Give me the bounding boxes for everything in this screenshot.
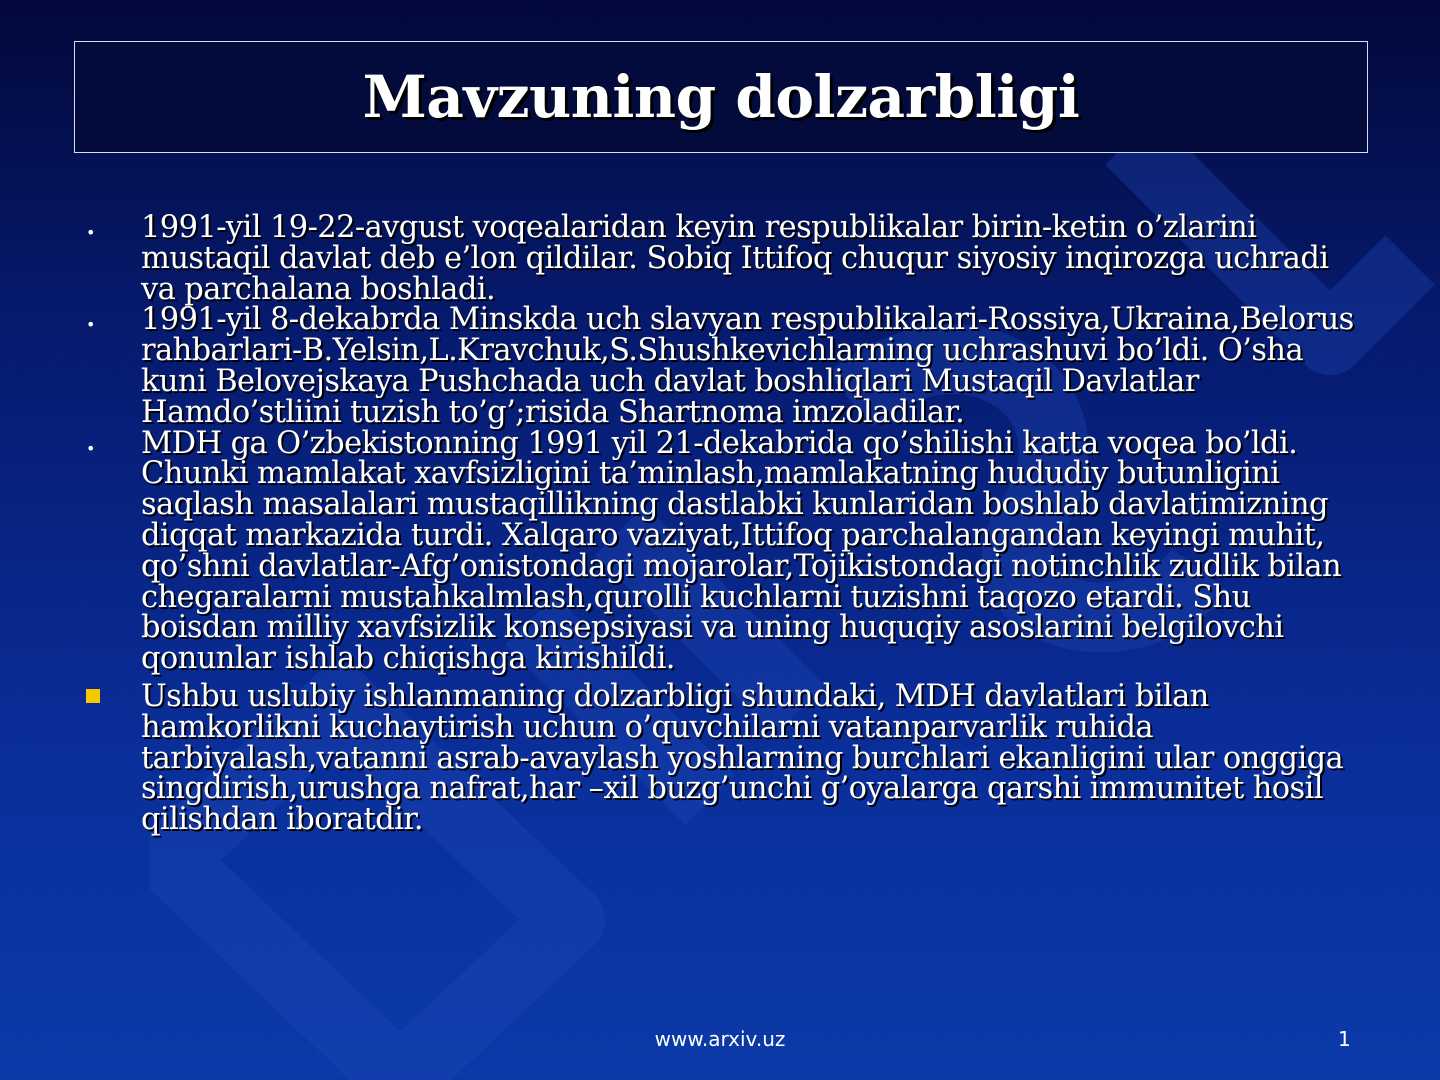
- bullet-list: [86, 210, 1361, 838]
- page-number: 1: [1338, 1027, 1351, 1051]
- slide-title: Mavzuning dolzarbligi: [362, 63, 1080, 131]
- list-item: [86, 210, 1361, 307]
- footer-url: www.arxiv.uz: [654, 1027, 786, 1051]
- bullet-text: Ushbu uslubiy ishlanmaning dolzarbligi shundaki, MDH davlatlari bilan hamkorlikni kuchaytirish uchun o’quvchilarni vatanparvarlik ruhida tarbiyalash,vatanni asrab-avaylash yoshlarning burchlari ekanligini ular onggiga singdirish,urushga nafrat,har –xil buzg’unchi g’oyalarga qarshi immunitet hosil qilishdan iboratdir.: [141, 678, 1344, 838]
- title-box: [74, 41, 1368, 153]
- bullet-text: MDH ga O’zbekistonning 1991 yil 21-dekabrida qo’shilishi katta voqea bo’ldi. Chunki mamlakat xavfsizligini ta’minlash,mamlakatning hududiy butunligini saqlash masalalari mustaqillikning dastlabki kunlaridan boshlab davlatimizning diqqat markazida turdi. Xalqaro vaziyat,Ittifoq parchalangandan keyingi muhit, qo’shni davlatlar-Afg’onistondagi mojarolar,Tojikistondagi notinchlik zudlik bilan chegaralarni mustahkalmlash,qurolli kuchlarni tuzishni taqozo etardi. Shu boisdan milliy xavfsizlik konsepsiyasi va uning huquqiy asoslarini belgilovchi qonunlar ishlab chiqishga kirishildi.: [141, 425, 1342, 677]
- bullet-text: 1991-yil 8-dekabrda Minskda uch slavyan respublikalari-Rossiya,Ukraina,Belorus rahbarlari-B.Yelsin,L.Kravchuk,S.Shushkevichlarning uchrashuvi bo’ldi. O’sha kuni Belovejskaya Pushchada uch davlat boshliqlari Mustaqil Davlatlar Hamdo’stliini tuzish to’g’;risida Shartnoma imzoladilar.: [141, 302, 1354, 430]
- list-item: [86, 302, 1361, 430]
- bullet-dot-icon: •: [86, 438, 96, 458]
- bullet-dot-icon: •: [86, 223, 96, 242]
- square-bullet-icon: [86, 682, 141, 703]
- list-item: [86, 425, 1361, 677]
- list-item: [86, 678, 1361, 838]
- bullet-dot-icon: •: [86, 315, 96, 335]
- bullet-text: 1991-yil 19-22-avgust voqealaridan keyin respublikalar birin-ketin o’zlarini mustaqil davlat deb e’lon qildilar. Sobiq Ittifoq chuqur siyosiy inqirozga uchradi va parchalana boshladi.: [141, 210, 1329, 307]
